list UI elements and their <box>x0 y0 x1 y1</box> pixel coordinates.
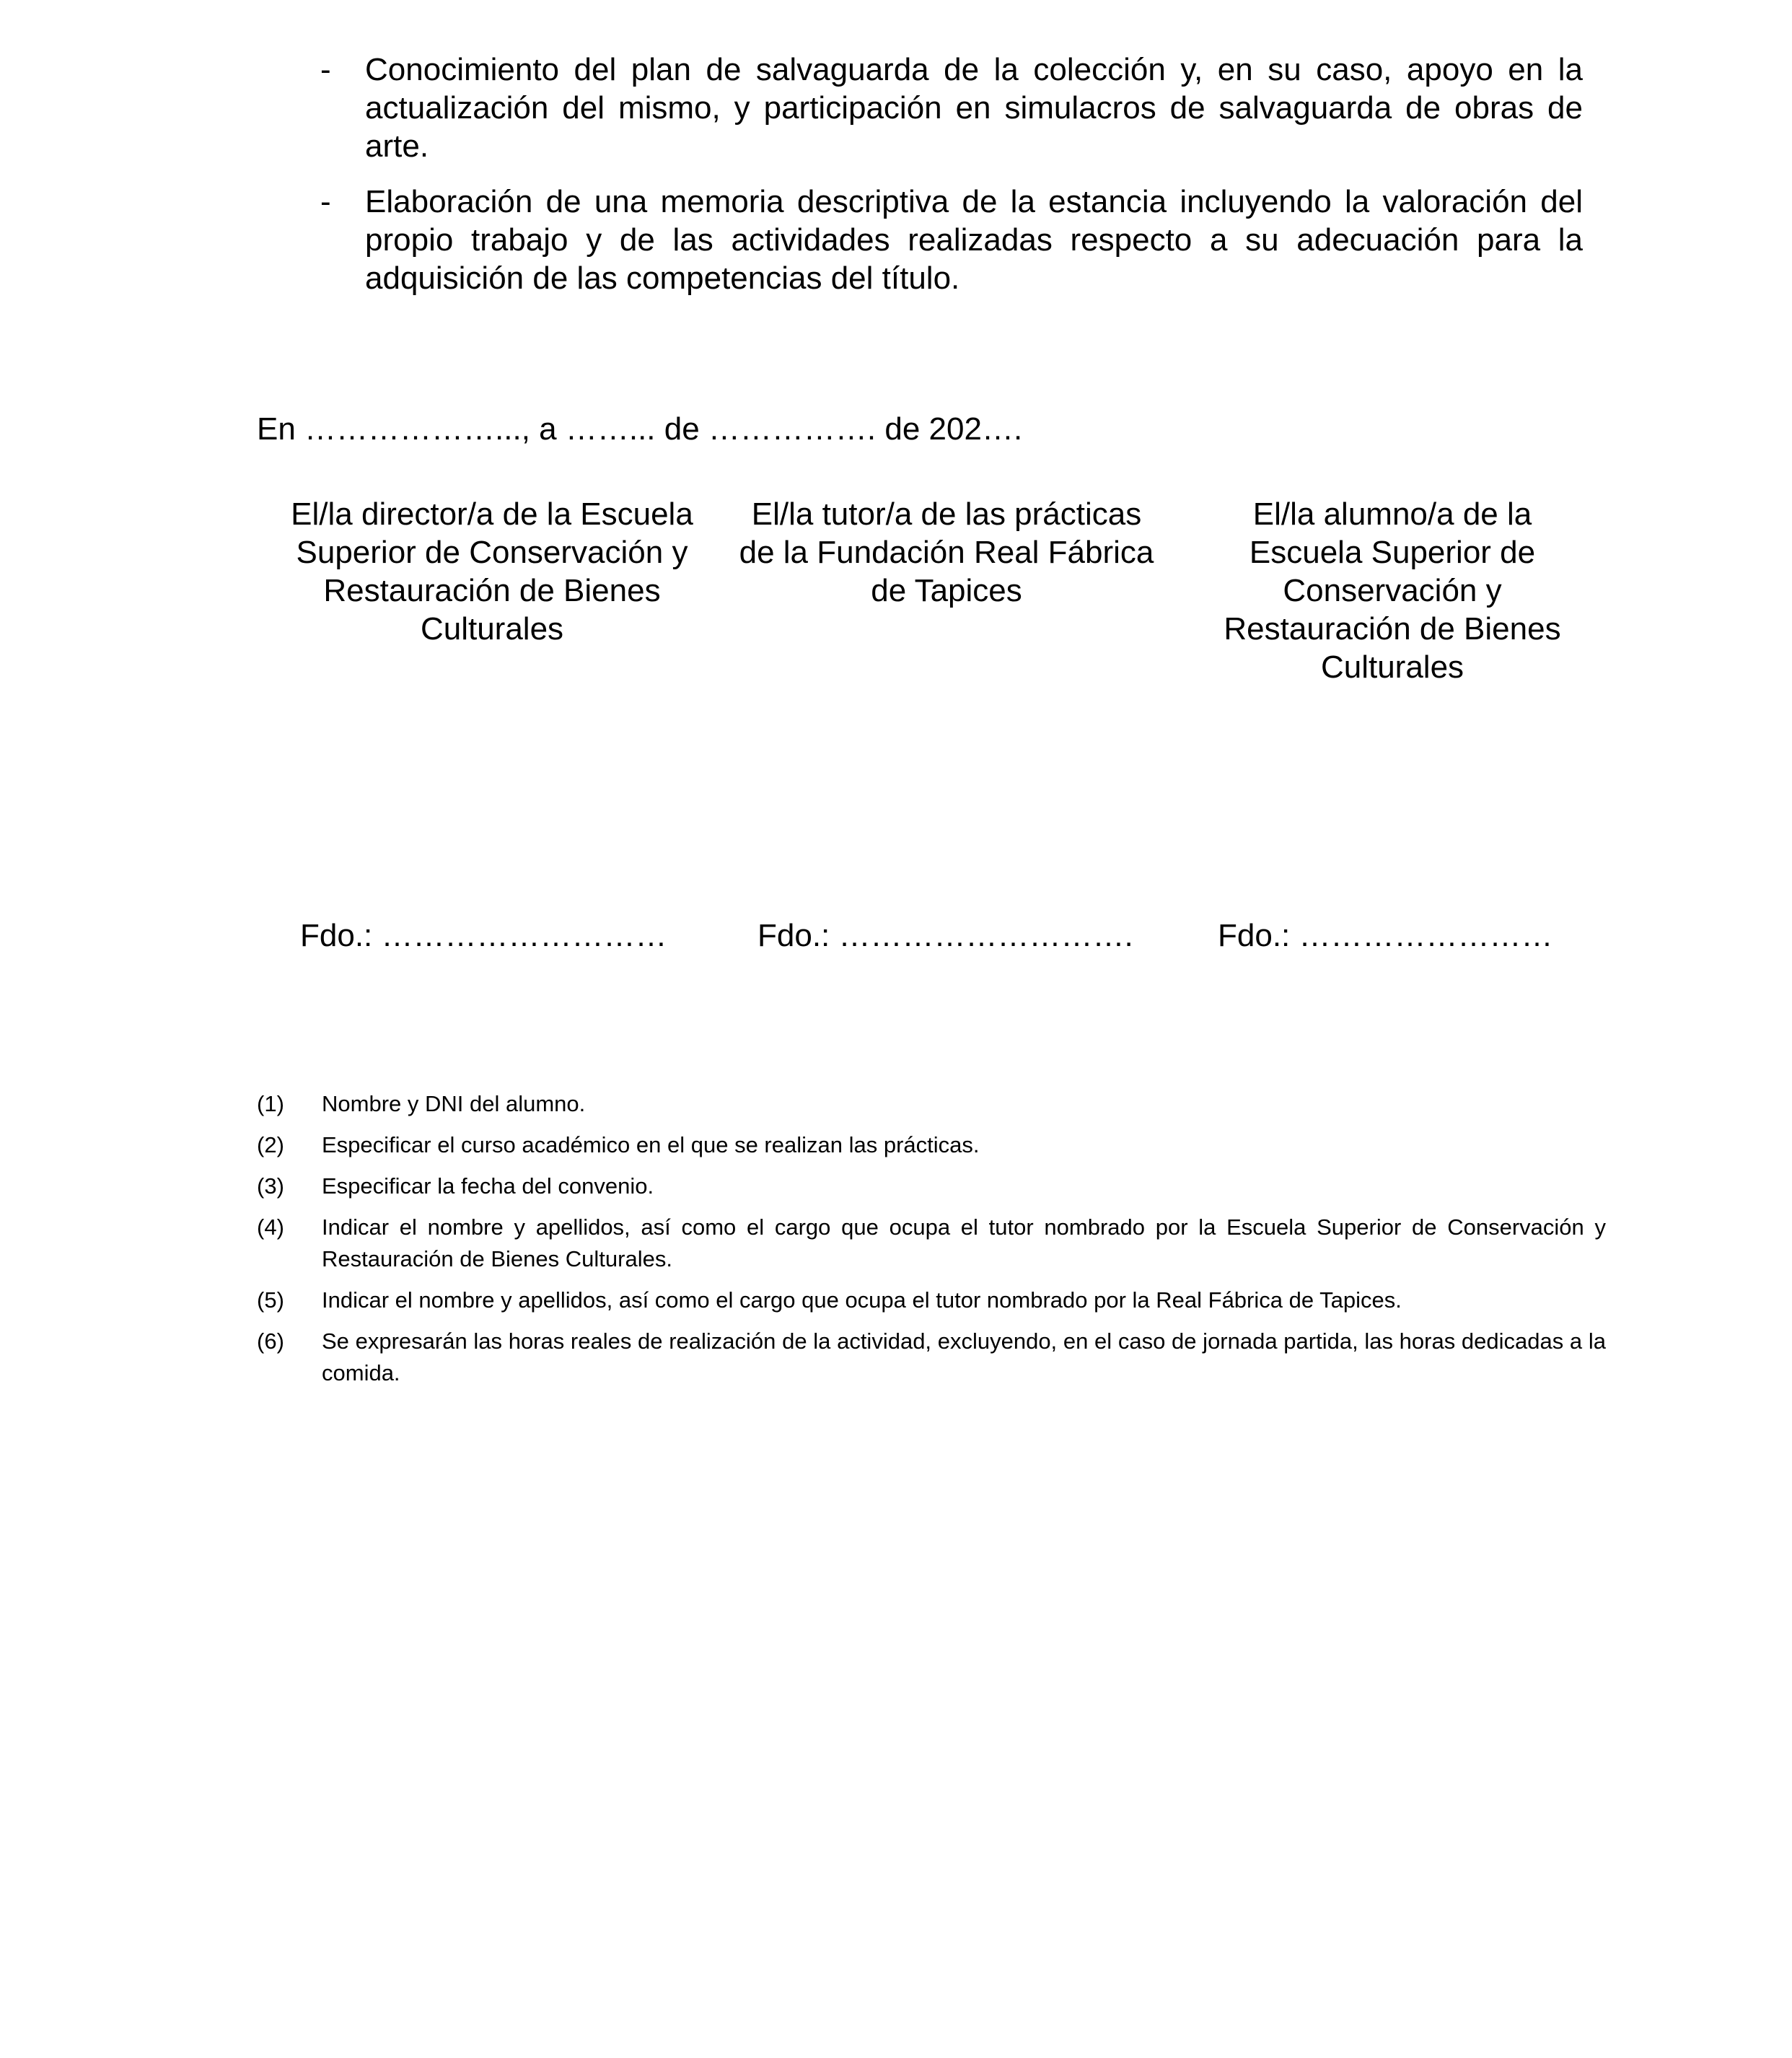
footnote-number: (3) <box>257 1173 284 1199</box>
footnotes <box>257 1088 1606 1398</box>
footnote <box>257 1088 1606 1120</box>
footnote-text: Indicar el nombre y apellidos, así como el cargo que ocupa el tutor nombrado por la Escuela Superior de Conservación y Restauración de Bienes Culturales. <box>322 1214 1606 1271</box>
footnote-text: Indicar el nombre y apellidos, así como el cargo que ocupa el tutor nombrado por la Real Fábrica de Tapices. <box>322 1287 1402 1313</box>
footnote-text: Especificar la fecha del convenio. <box>322 1173 654 1199</box>
footnote <box>257 1129 1606 1161</box>
footnote-text: Se expresarán las horas reales de realización de la actividad, excluyendo, en el caso de jornada partida, las horas dedicadas a la comida. <box>322 1328 1606 1385</box>
bullet-text: Conocimiento del plan de salvaguarda de la colección y, en su caso, apoyo en la actualización del mismo, y participación en simulacros de salvaguarda de obras de arte. <box>365 52 1583 164</box>
footnote-number: (5) <box>257 1287 284 1313</box>
footnote <box>257 1284 1606 1316</box>
footnote <box>257 1170 1606 1202</box>
signatory-director-role: El/la director/a de la Escuela Superior de Conservación y Restauración de Bienes Culturales <box>291 496 693 647</box>
bullet-item <box>320 51 1583 165</box>
place-date-line: En ………………..., a ……... de ……………. de 202…. <box>257 411 1023 447</box>
bullet-item <box>320 183 1583 297</box>
bullet-text: Elaboración de una memoria descriptiva de la estancia incluyendo la valoración del propio trabajo y de las actividades realizadas respecto a su adecuación para la adquisición de las competencias del título. <box>365 184 1583 296</box>
footnote-number: (1) <box>257 1091 284 1116</box>
bullet-marker: - <box>320 184 331 219</box>
footnote-text: Especificar el curso académico en el que se realizan las prácticas. <box>322 1132 980 1157</box>
signature-line-student: Fdo.: …………………… <box>1218 918 1553 953</box>
signature-line-tutor: Fdo.: ………………………. <box>757 918 1133 953</box>
signatory-tutor-role: El/la tutor/a de las prácticas de la Fundación Real Fábrica de Tapices <box>739 496 1154 608</box>
signature-line-director: Fdo.: ……………………… <box>300 918 667 953</box>
footnote-number: (4) <box>257 1214 284 1240</box>
footnote-number: (6) <box>257 1328 284 1354</box>
footnote-text: Nombre y DNI del alumno. <box>322 1091 586 1116</box>
footnote-number: (2) <box>257 1132 284 1157</box>
footnote <box>257 1326 1606 1389</box>
signatory-student-role: El/la alumno/a de la Escuela Superior de Conservación y Restauración de Bienes Culturales <box>1224 496 1561 685</box>
footnote <box>257 1212 1606 1275</box>
bullet-marker: - <box>320 52 331 87</box>
